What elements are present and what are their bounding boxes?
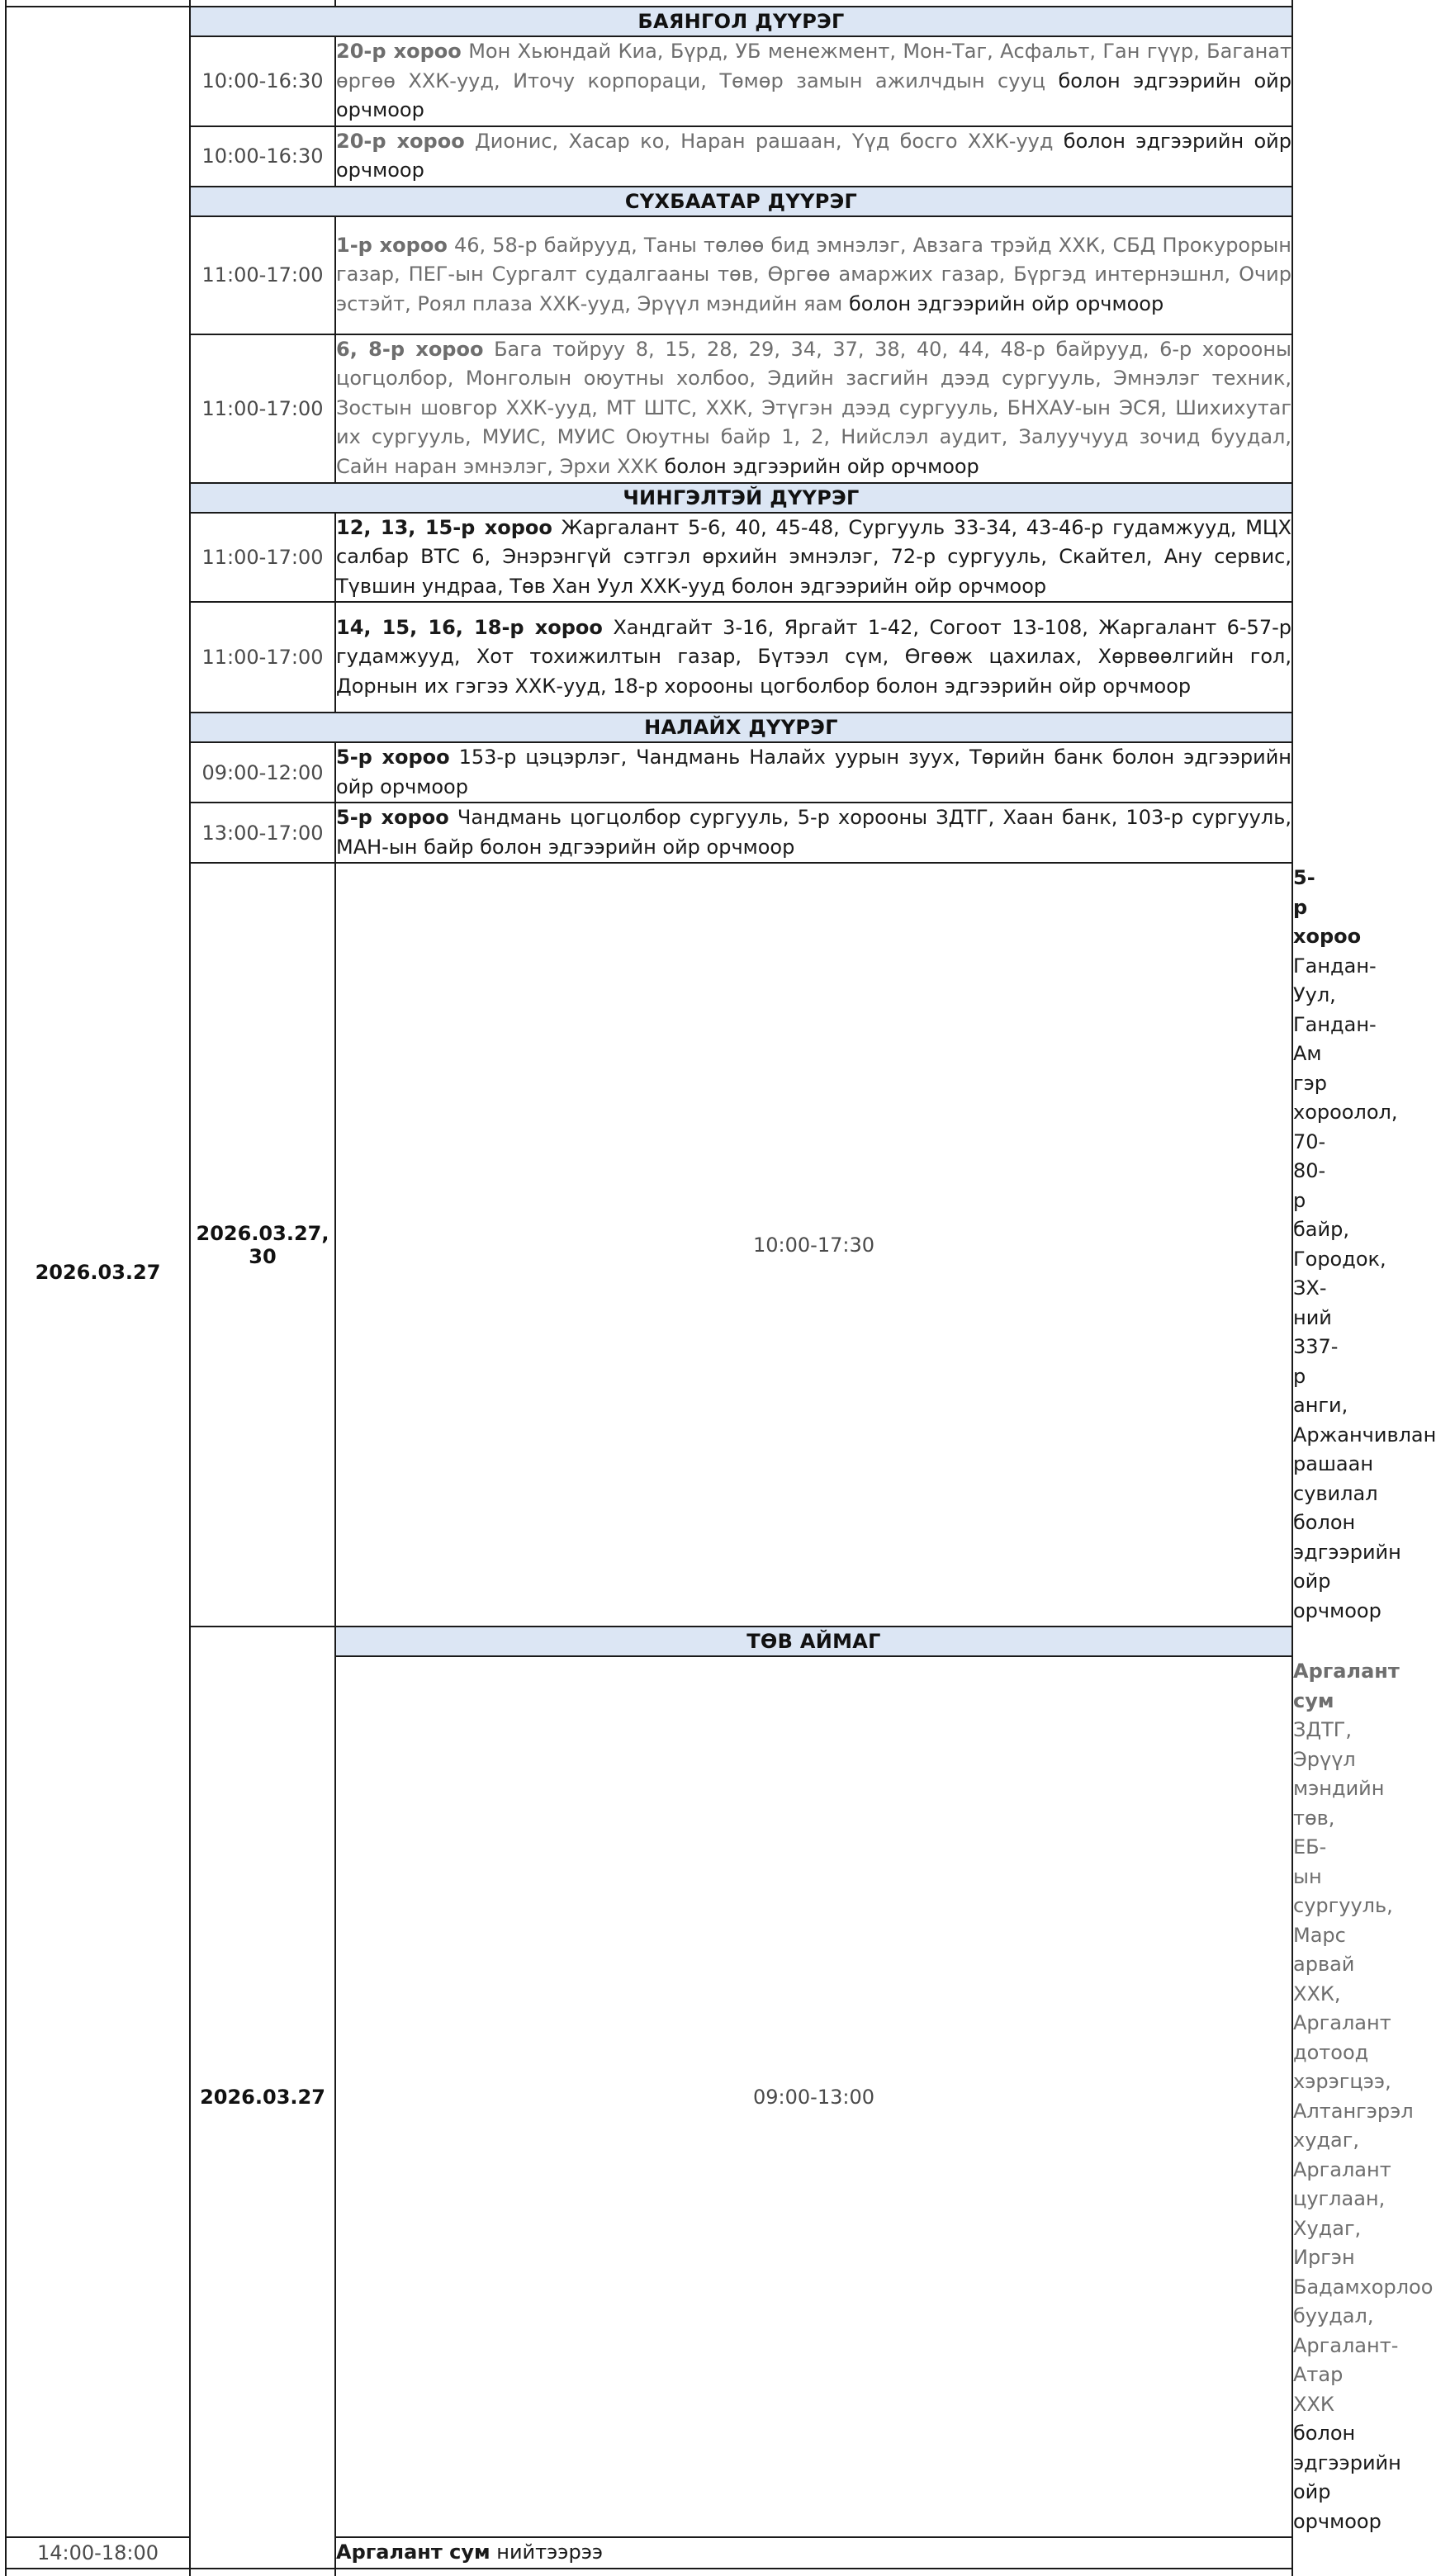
- date-cell: 2026.03.27, 30: [190, 863, 335, 1627]
- places-text: 46, 58-р байрууд, Таны төлөө бид эмнэлэг, Авзага трэйд ХХК, СБД Прокурорын газар, ПЕГ-ын Сургалт судалгааны төв, Өргөө амаржих газар, Бүргэд интернэшнл, Очир эстэйт, Роял плаза ХХК-ууд, Эрүүл мэндийн яам: [336, 233, 1291, 315]
- suffix-text: болон эдгээрийн ойр орчмоор: [1293, 1511, 1401, 1622]
- district-header-row: [6, 713, 1292, 742]
- places-text: Гандан-Уул, Гандан-Ам гэр хороолол, 70-80-р байр, Городок, ЗХ-ний 337-р анги, Аржанчивлан рашаан сувилал: [1293, 954, 1436, 1505]
- table-row: [6, 803, 1292, 863]
- places-text: Мон Хьюндай Киа, Бүрд, УБ менежмент, Мон-Таг, Асфальт, Ган гүүр, Баганат өргөө ХХК-ууд, Иточу корпораци, Төмөр замын ажилчдын сууц: [336, 40, 1291, 92]
- khoroo-label: 1-р хороо: [336, 233, 448, 257]
- khoroo-label: 5-р хороо: [336, 746, 450, 769]
- time-cell: 11:00-17:00: [190, 602, 335, 713]
- time-cell: 13:00-17:00: [190, 803, 335, 863]
- khoroo-label: 6, 8-р хороо: [336, 337, 484, 361]
- khoroo-label: Аргалант сум: [336, 2540, 491, 2564]
- khoroo-label: 14, 15, 16, 18-р хороо: [336, 615, 603, 639]
- district-header: ЧИНГЭЛТЭЙ ДҮҮРЭГ: [190, 483, 1292, 513]
- suffix-text: нийтээрээ: [496, 2540, 604, 2564]
- khoroo-label: 20-р хороо: [336, 40, 462, 63]
- district-header-row: [6, 187, 1292, 216]
- khoroo-label: 20-р хороо: [336, 129, 465, 153]
- time-cell: 10:00-16:30: [190, 36, 335, 126]
- table-row: [6, 126, 1292, 187]
- location-cell: [335, 2537, 1292, 2569]
- places-text: Жаргалант 5-6, 40, 45-48, Сургууль 33-34, 43-46-р гудамжууд, МЦХ салбар ВТС 6, Энэрэнгүй сэтгэл өрхийн эмнэлэг, 72-р сургууль, Скайтел, Ану сервис, Түвшин ундраа, Төв Хан Уул ХХК-ууд: [336, 515, 1291, 598]
- table-row: [6, 334, 1292, 483]
- location-cell: [335, 602, 1292, 713]
- date-cell: 2026.03.27: [190, 1627, 335, 2569]
- khoroo-label: 12, 13, 15-р хороо: [336, 515, 552, 539]
- district-header: ТӨВ АЙМАГ: [335, 1627, 1292, 1656]
- suffix-text: болон эдгээрийн ойр орчмоор: [336, 746, 1291, 798]
- time-cell: 09:00-12:00: [190, 742, 335, 803]
- outage-schedule-table: [5, 0, 1436, 2576]
- places-text: Бага тойруу 8, 15, 28, 29, 34, 37, 38, 40, 44, 48-р байрууд, 6-р хорооны цогцолбор, Монголын оюутны холбоо, Эдийн засгийн дээд сургууль, Эмнэлэг техник, Зостын шовгор ХХК-ууд, МТ ШТС, ХХК, Этүгэн дээд сургууль, БНХАУ-ын ЭСЯ, Шихихутаг их сургууль, МУИС, МУИС Оюутны байр 1, 2, Нийслэл аудит, Залуучууд зочид буудал, Сайн наран эмнэлэг, Эрхи ХХК: [336, 337, 1291, 478]
- table-row: [6, 863, 1292, 1627]
- district-header-row: [6, 1627, 1292, 1656]
- time-cell: 11:00-17:00: [190, 216, 335, 334]
- district-header-row: [6, 483, 1292, 513]
- district-header-row: [6, 7, 1292, 36]
- suffix-text: болон эдгээрийн ойр орчмоор: [336, 129, 1291, 182]
- district-header: БАЯНГОЛ ДҮҮРЭГ: [190, 7, 1292, 36]
- table-row: [6, 602, 1292, 713]
- time-cell: 10:00-16:30: [190, 126, 335, 187]
- location-cell: [335, 126, 1292, 187]
- suffix-text: болон эдгээрийн ойр орчмоор: [1293, 2422, 1401, 2533]
- suffix-text: болон эдгээрийн ойр орчмоор: [731, 574, 1047, 598]
- suffix-text: болон эдгээрийн ойр орчмоор: [664, 454, 979, 478]
- suffix-text: болон эдгээрийн ойр орчмоор: [875, 674, 1192, 698]
- khoroo-label: 5-р хороо: [1293, 866, 1362, 948]
- places-text: Чандмань цогцолбор сургууль, 5-р хорооны ЗДТГ, Хаан банк, 103-р сургууль, МАН-ын байр: [336, 806, 1291, 859]
- places-text: ЗДТГ, Эрүүл мэндийн төв, ЕБ-ын сургууль, Марс арвай ХХК, Аргалант дотоод хэрэгцээ, Алтангэрэл худаг, Аргалант цуглаан, Худаг, Иргэн Бадамхорлоо буудал, Аргалант-Атар ХХК: [1293, 1718, 1434, 2416]
- places-text: Дионис, Хасар ко, Наран рашаан, Үүд босго ХХК-ууд: [475, 129, 1054, 153]
- table-bottom-edge: [6, 2569, 1292, 2576]
- time-cell: 11:00-17:00: [190, 334, 335, 483]
- location-cell: [335, 216, 1292, 334]
- time-cell: 14:00-18:00: [6, 2537, 190, 2569]
- table-row: [6, 513, 1292, 603]
- suffix-text: болон эдгээрийн ойр орчмоор: [336, 69, 1291, 121]
- khoroo-label: 5-р хороо: [336, 806, 449, 829]
- time-cell: 10:00-17:30: [335, 863, 1292, 1627]
- location-cell: [335, 803, 1292, 863]
- table-row: [6, 216, 1292, 334]
- time-cell: 09:00-13:00: [335, 1656, 1292, 2537]
- district-header: СҮХБААТАР ДҮҮРЭГ: [190, 187, 1292, 216]
- location-cell: [335, 36, 1292, 126]
- location-cell: [335, 334, 1292, 483]
- time-cell: 11:00-17:00: [190, 513, 335, 603]
- suffix-text: болон эдгээрийн ойр орчмоор: [480, 835, 795, 859]
- table-row: [6, 36, 1292, 126]
- date-cell: 2026.03.27: [6, 7, 190, 2537]
- table-row: [6, 742, 1292, 803]
- places-text: 153-р цэцэрлэг, Чандмань Налайх уурын зуух, Төрийн банк: [458, 746, 1104, 769]
- location-cell: [335, 513, 1292, 603]
- table-top-edge: [6, 0, 1292, 7]
- places-text: Хандгайт 3-16, Яргайт 1-42, Согоот 13-108, Жаргалант 6-57-р гудамжууд, Хот тохижилтын газар, Бүтээл сүм, Өгөөж цахилах, Хөрвөөлгийн гол, Дорнын их гэгээ ХХК-ууд, 18-р хорооны цогболбор: [336, 615, 1291, 698]
- suffix-text: болон эдгээрийн ойр орчмоор: [848, 291, 1164, 315]
- district-header: НАЛАЙХ ДҮҮРЭГ: [190, 713, 1292, 742]
- khoroo-label: Аргалант сум: [1293, 1660, 1400, 1712]
- location-cell: [335, 742, 1292, 803]
